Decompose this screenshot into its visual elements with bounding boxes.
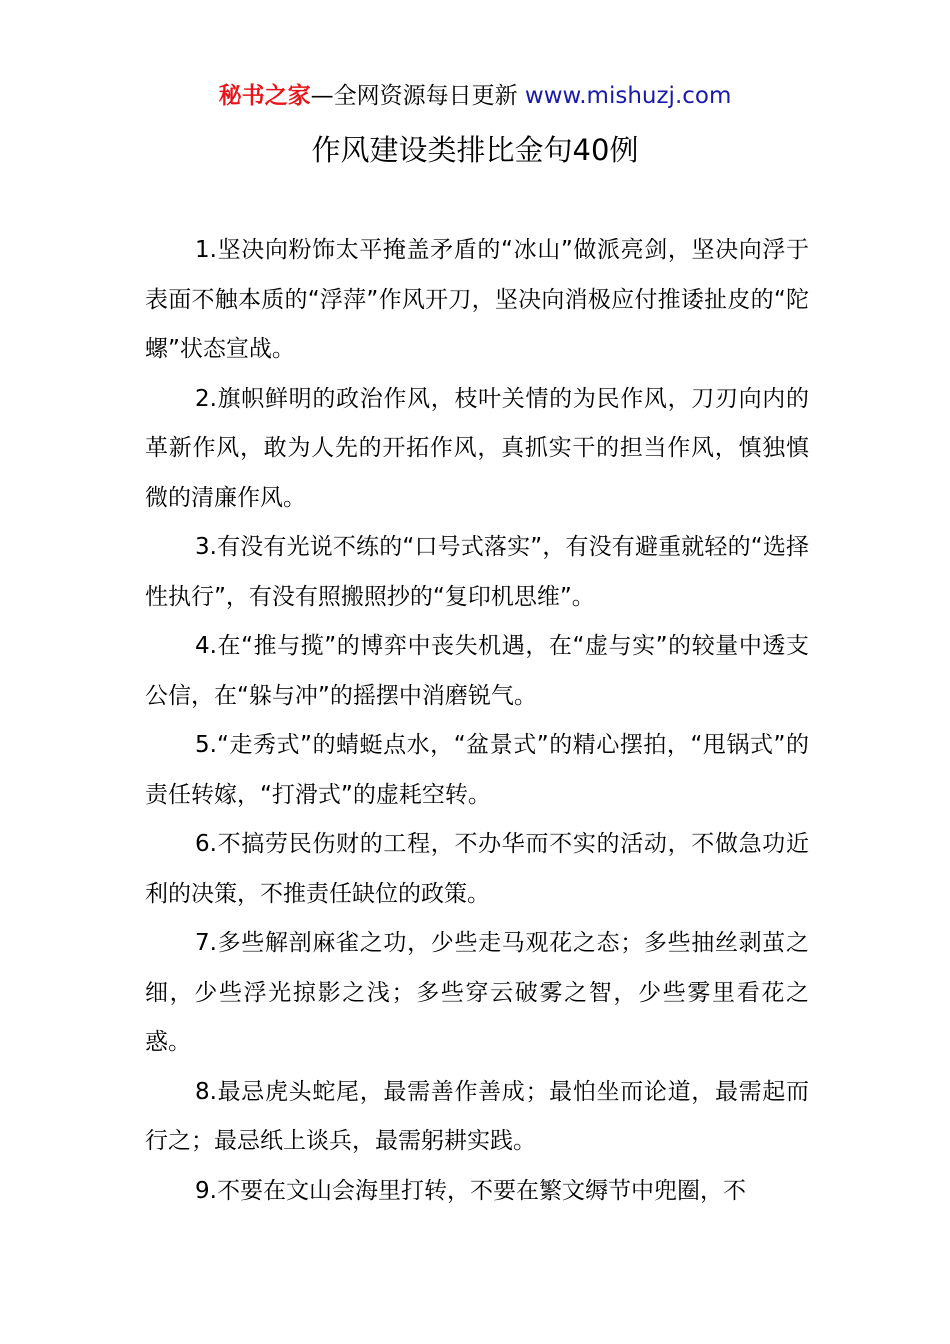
site-header [0,80,950,112]
paragraph-4: 4.在“推与揽”的博弈中丧失机遇，在“虚与实”的较量中透支公信，在“躲与冲”的摇摆中消磨锐气。 [145,633,809,709]
paragraph-8: 8.最忌虎头蛇尾，最需善作善成；最怕坐而论道，最需起而行之；最忌纸上谈兵，最需躬耕实践。 [145,1078,809,1154]
site-url-link[interactable]: www.mishuzj.com [524,83,732,109]
paragraph-3: 3.有没有光说不练的“口号式落实”，有没有避重就轻的“选择性执行”，有没有照搬照抄的“复印机思维”。 [145,534,809,610]
paragraph-9: 9.不要在文山会海里打转，不要在繁文缛节中兜圈，不 [195,1177,746,1204]
paragraph-6: 6.不搞劳民伤财的工程，不办华而不实的活动，不做急功近利的决策，不推责任缺位的政策。 [145,831,809,907]
document-body [145,226,809,1216]
brand-name: 秘书之家 [218,83,311,109]
paragraph-5: 5.“走秀式”的蜻蜓点水，“盆景式”的精心摆拍，“甩锅式”的责任转嫁，“打滑式”的虚耗空转。 [145,732,809,808]
header-tagline: —全网资源每日更新 [310,83,525,109]
paragraph-7: 7.多些解剖麻雀之功，少些走马观花之态；多些抽丝剥茧之细，少些浮光掠影之浅；多些穿云破雾之智，少些雾里看花之惑。 [145,930,809,1055]
paragraph-1: 1.坚决向粉饰太平掩盖矛盾的“冰山”做派亮剑，坚决向浮于表面不触本质的“浮萍”作风开刀，坚决向消极应付推诿扯皮的“陀螺”状态宣战。 [145,237,809,362]
document-title: 作风建设类排比金句40例 [311,133,639,167]
paragraph-2: 2.旗帜鲜明的政治作风，枝叶关情的为民作风，刀刃向内的革新作风，敢为人先的开拓作风，真抓实干的担当作风，慎独慎微的清廉作风。 [145,385,809,511]
